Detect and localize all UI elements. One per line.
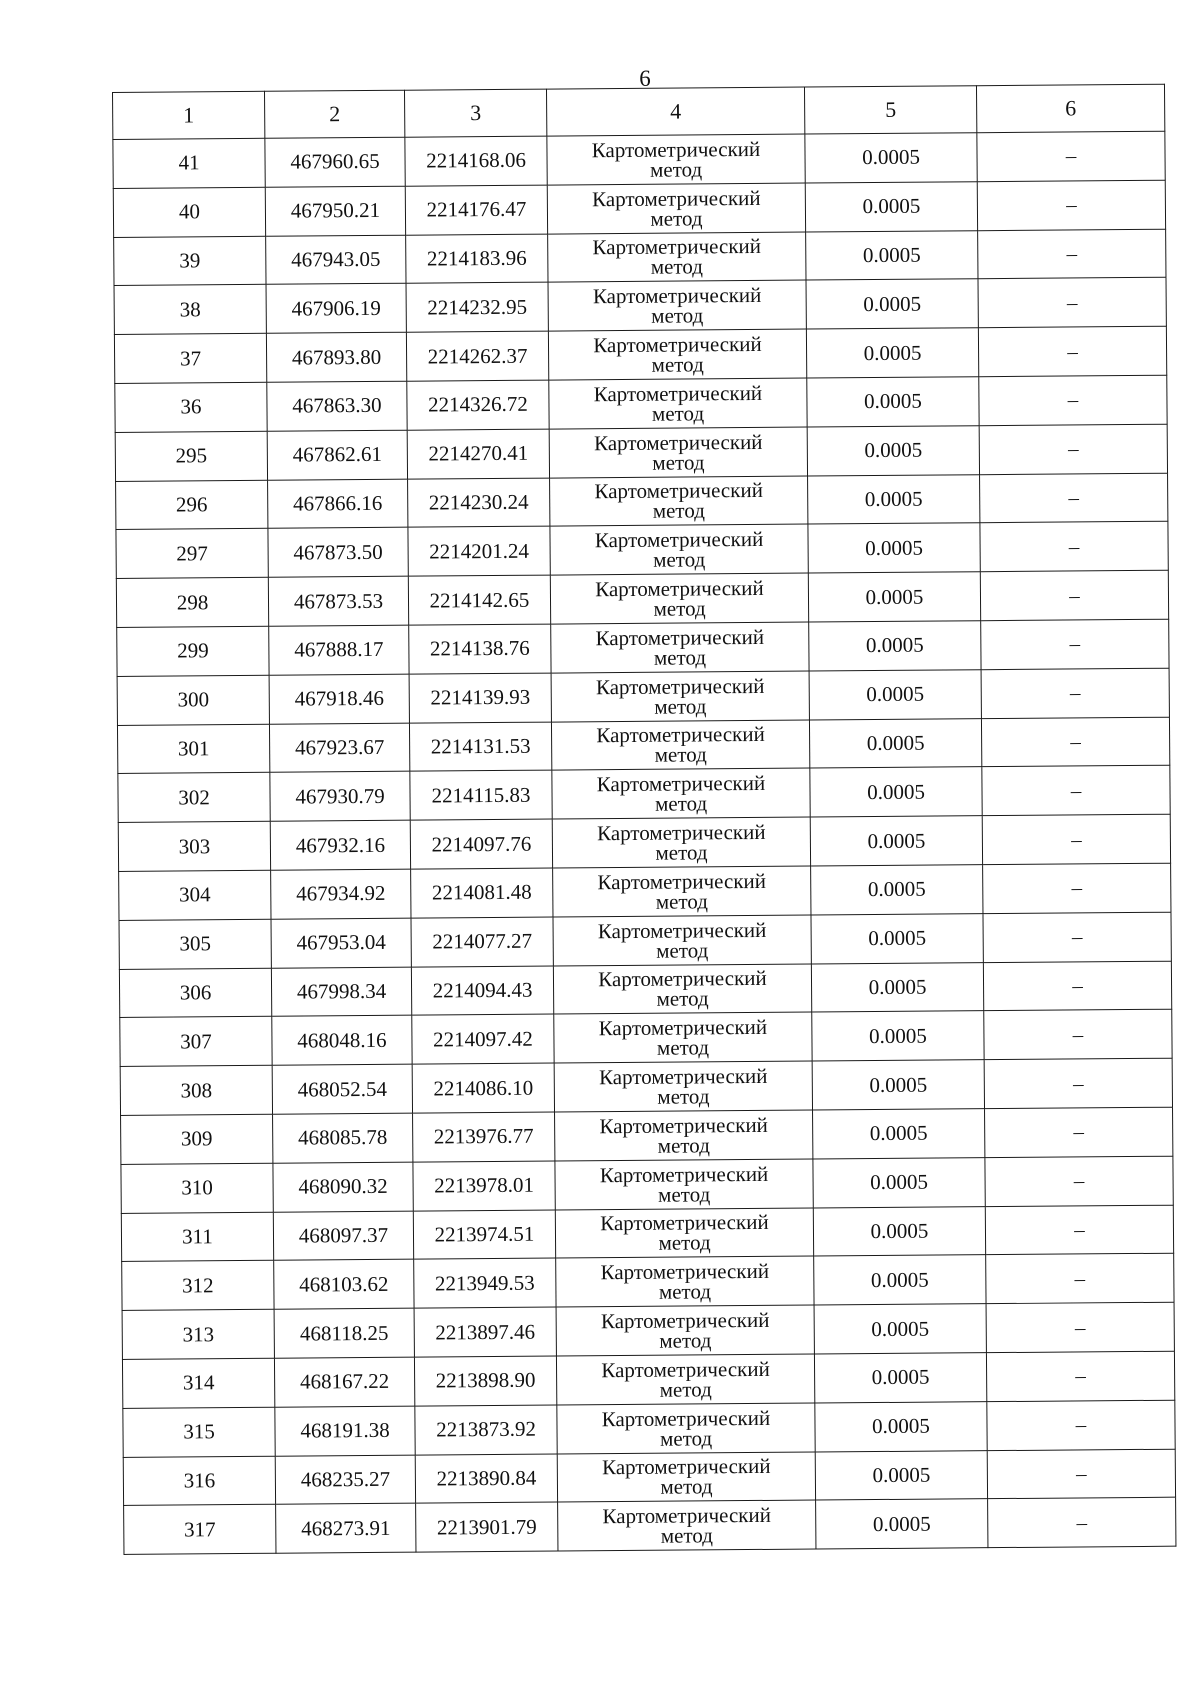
- description-cell: –: [987, 1400, 1175, 1450]
- method-label-line1: Картометрический: [594, 527, 764, 553]
- method-cell: [548, 232, 806, 283]
- method-cell: [552, 817, 810, 868]
- accuracy-cell: 0.0005: [815, 1401, 987, 1451]
- point-number-cell: 305: [119, 919, 271, 969]
- method-label-line2: метод: [654, 694, 707, 719]
- x-coordinate-cell: 467862.61: [267, 430, 407, 480]
- point-number-cell: 295: [115, 431, 267, 481]
- method-cell: [552, 768, 810, 819]
- method-label-line1: Картометрический: [597, 819, 766, 846]
- method-label-line1: Картометрический: [595, 673, 765, 699]
- accuracy-cell: 0.0005: [810, 767, 982, 817]
- method-label-line1: Картометрический: [592, 283, 762, 309]
- description-cell: –: [984, 1058, 1172, 1108]
- description-cell: –: [979, 424, 1167, 474]
- method-cell: [553, 866, 811, 917]
- method-cell: [548, 329, 806, 380]
- table-row: [117, 717, 1169, 774]
- method-label-line2: метод: [650, 206, 703, 231]
- table-row: [119, 863, 1171, 920]
- point-number-cell: 308: [120, 1065, 272, 1115]
- point-number-cell: 37: [114, 333, 266, 383]
- accuracy-cell: 0.0005: [810, 816, 982, 866]
- table-row: [115, 375, 1167, 432]
- method-label-line1: Картометрический: [597, 868, 767, 895]
- table-row: [113, 131, 1165, 188]
- point-number-cell: 307: [120, 1017, 272, 1067]
- accuracy-cell: 0.0005: [813, 1109, 985, 1159]
- method-cell: [548, 280, 806, 331]
- description-cell: –: [986, 1351, 1174, 1401]
- method-cell: [551, 622, 809, 673]
- accuracy-cell: 0.0005: [811, 913, 983, 963]
- table-row: [118, 814, 1170, 871]
- point-number-cell: 300: [117, 675, 269, 725]
- x-coordinate-cell: 468090.32: [273, 1162, 413, 1212]
- accuracy-cell: 0.0005: [809, 621, 981, 671]
- x-coordinate-cell: 468052.54: [272, 1064, 412, 1114]
- column-header: 2: [264, 90, 404, 138]
- point-number-cell: 302: [118, 773, 270, 823]
- description-cell: –: [983, 961, 1171, 1011]
- y-coordinate-cell: 2213976.77: [413, 1112, 555, 1162]
- accuracy-cell: 0.0005: [812, 1060, 984, 1110]
- table-row: [120, 1010, 1172, 1067]
- method-label-line1: Картометрический: [596, 722, 765, 748]
- accuracy-cell: 0.0005: [811, 962, 983, 1012]
- table-row: [114, 278, 1166, 335]
- point-number-cell: 41: [113, 138, 265, 188]
- accuracy-cell: 0.0005: [808, 523, 980, 573]
- y-coordinate-cell: 2214230.24: [408, 478, 550, 528]
- accuracy-cell: 0.0005: [806, 279, 978, 329]
- y-coordinate-cell: 2213898.90: [414, 1356, 556, 1406]
- point-number-cell: 306: [119, 968, 271, 1018]
- method-label-line2: метод: [657, 1084, 710, 1109]
- method-label-line2: метод: [660, 1523, 713, 1548]
- y-coordinate-cell: 2213949.53: [414, 1258, 556, 1308]
- y-coordinate-cell: 2214232.95: [406, 282, 548, 332]
- method-cell: [556, 1354, 814, 1405]
- method-label-line2: метод: [654, 791, 708, 817]
- method-label-line2: метод: [656, 937, 709, 963]
- y-coordinate-cell: 2214115.83: [410, 770, 552, 820]
- y-coordinate-cell: 2214176.47: [405, 185, 547, 235]
- page-number: 6: [639, 66, 651, 91]
- table-row: [123, 1400, 1175, 1457]
- description-cell: –: [985, 1156, 1173, 1206]
- point-number-cell: 309: [121, 1114, 273, 1164]
- table-row: [121, 1107, 1173, 1164]
- y-coordinate-cell: 2214201.24: [408, 526, 550, 576]
- table-row: [117, 619, 1169, 676]
- description-cell: –: [981, 619, 1169, 669]
- method-cell: [553, 964, 811, 1015]
- y-coordinate-cell: 2214168.06: [405, 136, 547, 186]
- accuracy-cell: 0.0005: [815, 1450, 987, 1500]
- method-cell: [547, 183, 805, 234]
- method-label-line2: метод: [656, 1035, 710, 1060]
- x-coordinate-cell: 467866.16: [268, 479, 408, 529]
- point-number-cell: 304: [119, 870, 271, 920]
- x-coordinate-cell: 468085.78: [273, 1113, 413, 1163]
- header-row: [113, 84, 1165, 139]
- description-cell: –: [987, 1449, 1175, 1499]
- y-coordinate-cell: 2213897.46: [414, 1307, 556, 1357]
- x-coordinate-cell: 467953.04: [271, 918, 411, 968]
- method-label-line1: Картометрический: [593, 331, 762, 358]
- point-number-cell: 39: [114, 236, 266, 286]
- method-label-line2: метод: [651, 401, 705, 426]
- method-cell: [550, 524, 808, 575]
- method-label-line2: метод: [653, 547, 706, 573]
- method-label-line2: метод: [659, 1425, 713, 1451]
- y-coordinate-cell: 2214097.42: [412, 1014, 554, 1064]
- method-cell: [557, 1452, 815, 1503]
- method-cell: [555, 1159, 813, 1210]
- accuracy-cell: 0.0005: [805, 182, 977, 232]
- method-label-line1: Картометрический: [600, 1307, 770, 1334]
- y-coordinate-cell: 2214138.76: [409, 624, 551, 674]
- method-cell: [558, 1500, 816, 1551]
- y-coordinate-cell: 2214077.27: [411, 917, 553, 967]
- y-coordinate-cell: 2213978.01: [413, 1161, 555, 1211]
- y-coordinate-cell: 2214139.93: [409, 673, 551, 723]
- point-number-cell: 297: [116, 529, 268, 579]
- method-label-line1: Картометрический: [600, 1210, 769, 1236]
- method-label-line2: метод: [658, 1181, 711, 1207]
- method-label-line2: метод: [659, 1328, 712, 1353]
- x-coordinate-cell: 467863.30: [267, 381, 407, 431]
- method-label-line1: Картометрический: [597, 917, 767, 943]
- x-coordinate-cell: 467932.16: [270, 820, 410, 870]
- x-coordinate-cell: 468103.62: [274, 1259, 414, 1309]
- point-number-cell: 301: [117, 724, 269, 774]
- method-cell: [555, 1110, 813, 1161]
- accuracy-cell: 0.0005: [816, 1499, 988, 1549]
- table-row: [122, 1302, 1174, 1359]
- x-coordinate-cell: 467888.17: [269, 625, 409, 675]
- column-header: 6: [976, 84, 1164, 132]
- table-row: [114, 326, 1166, 383]
- description-cell: –: [988, 1498, 1176, 1548]
- description-cell: –: [977, 131, 1165, 181]
- method-cell: [556, 1256, 814, 1307]
- y-coordinate-cell: 2213974.51: [413, 1210, 555, 1260]
- column-header: 4: [546, 87, 804, 136]
- method-cell: [555, 1208, 813, 1259]
- description-cell: –: [982, 766, 1170, 816]
- y-coordinate-cell: 2213890.84: [415, 1454, 557, 1504]
- description-cell: –: [986, 1302, 1174, 1352]
- table-body: [113, 131, 1176, 1554]
- method-label-line1: Картометрический: [599, 1112, 768, 1139]
- accuracy-cell: 0.0005: [809, 718, 981, 768]
- x-coordinate-cell: 468235.27: [275, 1455, 415, 1505]
- x-coordinate-cell: 467960.65: [265, 137, 405, 187]
- x-coordinate-cell: 467930.79: [270, 772, 410, 822]
- method-label-line1: Картометрический: [593, 429, 763, 455]
- method-label-line1: Картометрический: [594, 478, 763, 504]
- x-coordinate-cell: 467873.53: [268, 576, 408, 626]
- y-coordinate-cell: 2214081.48: [411, 868, 553, 918]
- method-label-line1: Картометрический: [601, 1356, 770, 1383]
- table-row: [122, 1351, 1174, 1408]
- method-label-line1: Картометрический: [596, 771, 766, 797]
- accuracy-cell: 0.0005: [814, 1304, 986, 1354]
- y-coordinate-cell: 2214270.41: [407, 429, 549, 479]
- x-coordinate-cell: 468273.91: [276, 1503, 416, 1553]
- description-cell: –: [980, 570, 1168, 620]
- method-cell: [551, 720, 809, 771]
- method-label-line1: Картометрический: [598, 966, 767, 992]
- method-cell: [553, 915, 811, 966]
- table-row: [119, 912, 1171, 969]
- point-number-cell: 298: [116, 577, 268, 627]
- method-cell: [554, 1012, 812, 1063]
- description-cell: –: [978, 326, 1166, 376]
- point-number-cell: 312: [122, 1261, 274, 1311]
- accuracy-cell: 0.0005: [814, 1353, 986, 1403]
- x-coordinate-cell: 467893.80: [266, 332, 406, 382]
- method-label-line2: метод: [651, 303, 704, 329]
- accuracy-cell: 0.0005: [812, 1011, 984, 1061]
- point-number-cell: 40: [113, 187, 265, 237]
- method-label-line1: Картометрический: [601, 1405, 771, 1431]
- method-label-line2: метод: [652, 498, 705, 524]
- method-label-line2: метод: [655, 889, 709, 914]
- accuracy-cell: 0.0005: [808, 572, 980, 622]
- coordinates-sheet: [112, 84, 1175, 1555]
- method-label-line2: метод: [653, 596, 706, 621]
- table-row: [121, 1156, 1173, 1213]
- x-coordinate-cell: 468118.25: [274, 1308, 414, 1358]
- y-coordinate-cell: 2214094.43: [411, 966, 553, 1016]
- y-coordinate-cell: 2213901.79: [416, 1502, 558, 1552]
- accuracy-cell: 0.0005: [807, 425, 979, 475]
- accuracy-cell: 0.0005: [808, 474, 980, 524]
- point-number-cell: 303: [118, 821, 270, 871]
- method-label-line2: метод: [659, 1377, 712, 1402]
- method-label-line1: Картометрический: [591, 136, 761, 163]
- table-row: [113, 180, 1165, 237]
- method-label-line2: метод: [658, 1279, 712, 1304]
- method-label-line2: метод: [656, 986, 709, 1012]
- point-number-cell: 314: [122, 1358, 274, 1408]
- x-coordinate-cell: 468191.38: [275, 1406, 415, 1456]
- description-cell: –: [978, 229, 1166, 279]
- x-coordinate-cell: 467934.92: [271, 869, 411, 919]
- method-label-line1: Картометрический: [595, 575, 764, 602]
- method-label-line2: метод: [654, 742, 707, 768]
- x-coordinate-cell: 467918.46: [269, 674, 409, 724]
- point-number-cell: 316: [123, 1456, 275, 1506]
- description-cell: –: [985, 1205, 1173, 1255]
- y-coordinate-cell: 2214262.37: [406, 331, 548, 381]
- table-row: [117, 668, 1169, 725]
- x-coordinate-cell: 468097.37: [273, 1211, 413, 1261]
- method-cell: [550, 476, 808, 527]
- x-coordinate-cell: 467873.50: [268, 528, 408, 578]
- table-row: [121, 1205, 1173, 1262]
- table-row: [116, 522, 1168, 579]
- accuracy-cell: 0.0005: [809, 669, 981, 719]
- method-cell: [557, 1403, 815, 1454]
- accuracy-cell: 0.0005: [813, 1157, 985, 1207]
- point-number-cell: 311: [121, 1212, 273, 1262]
- description-cell: –: [984, 1010, 1172, 1060]
- x-coordinate-cell: 467923.67: [269, 723, 409, 773]
- method-label-line1: Картометрический: [592, 234, 762, 260]
- method-label-line2: метод: [660, 1474, 713, 1500]
- description-cell: –: [978, 278, 1166, 328]
- x-coordinate-cell: 467998.34: [271, 967, 411, 1017]
- table-row: [124, 1498, 1176, 1555]
- y-coordinate-cell: 2214183.96: [406, 234, 548, 284]
- description-cell: –: [986, 1254, 1174, 1304]
- point-number-cell: 317: [124, 1505, 276, 1555]
- y-coordinate-cell: 2213873.92: [415, 1405, 557, 1455]
- method-label-line1: Картометрический: [593, 380, 763, 407]
- method-label-line1: Картометрический: [598, 1063, 768, 1090]
- description-cell: –: [985, 1107, 1173, 1157]
- point-number-cell: 313: [122, 1309, 274, 1359]
- accuracy-cell: 0.0005: [813, 1206, 985, 1256]
- description-cell: –: [980, 522, 1168, 572]
- table-row: [118, 766, 1170, 823]
- description-cell: –: [983, 912, 1171, 962]
- table-row: [116, 570, 1168, 627]
- method-cell: [549, 378, 807, 429]
- table-row: [119, 961, 1171, 1018]
- column-header: 3: [404, 89, 546, 137]
- x-coordinate-cell: 468048.16: [272, 1016, 412, 1066]
- method-cell: [551, 671, 809, 722]
- y-coordinate-cell: 2214142.65: [408, 575, 550, 625]
- method-label-line2: метод: [657, 1133, 710, 1158]
- description-cell: –: [977, 180, 1165, 230]
- method-cell: [549, 427, 807, 478]
- point-number-cell: 36: [115, 382, 267, 432]
- method-label-line2: метод: [650, 254, 704, 280]
- column-header: 5: [804, 86, 976, 134]
- column-header: 1: [113, 91, 265, 139]
- method-cell: [547, 134, 805, 185]
- method-label-line2: метод: [653, 645, 707, 670]
- method-label-line1: Картометрический: [602, 1503, 772, 1529]
- method-cell: [550, 573, 808, 624]
- method-label-line1: Картометрический: [599, 1161, 769, 1187]
- y-coordinate-cell: 2214086.10: [412, 1063, 554, 1113]
- accuracy-cell: 0.0005: [806, 328, 978, 378]
- coordinates-table: [112, 84, 1176, 1555]
- method-label-line2: метод: [655, 840, 708, 865]
- point-number-cell: 310: [121, 1163, 273, 1213]
- y-coordinate-cell: 2214131.53: [409, 722, 551, 772]
- table-row: [116, 473, 1168, 530]
- method-label-line1: Картометрический: [595, 624, 765, 651]
- x-coordinate-cell: 467906.19: [266, 284, 406, 334]
- method-cell: [556, 1305, 814, 1356]
- x-coordinate-cell: 468167.22: [274, 1357, 414, 1407]
- description-cell: –: [979, 375, 1167, 425]
- accuracy-cell: 0.0005: [814, 1255, 986, 1305]
- method-label-line1: Картометрический: [592, 185, 761, 211]
- y-coordinate-cell: 2214326.72: [407, 380, 549, 430]
- accuracy-cell: 0.0005: [811, 865, 983, 915]
- accuracy-cell: 0.0005: [806, 230, 978, 280]
- x-coordinate-cell: 467950.21: [265, 186, 405, 236]
- description-cell: –: [981, 668, 1169, 718]
- description-cell: –: [982, 814, 1170, 864]
- method-label-line1: Картометрический: [601, 1454, 771, 1480]
- description-cell: –: [983, 863, 1171, 913]
- table-row: [120, 1058, 1172, 1115]
- method-label-line1: Картометрический: [600, 1259, 770, 1285]
- method-label-line1: Картометрический: [598, 1015, 768, 1041]
- accuracy-cell: 0.0005: [807, 377, 979, 427]
- method-label-line2: метод: [652, 450, 705, 475]
- point-number-cell: 299: [117, 626, 269, 676]
- accuracy-cell: 0.0005: [805, 133, 977, 183]
- point-number-cell: 38: [114, 285, 266, 335]
- table-row: [123, 1449, 1175, 1506]
- description-cell: –: [981, 717, 1169, 767]
- table-row: [122, 1254, 1174, 1311]
- method-label-line2: метод: [658, 1230, 711, 1256]
- point-number-cell: 315: [123, 1407, 275, 1457]
- method-label-line2: метод: [649, 157, 703, 182]
- y-coordinate-cell: 2214097.76: [410, 819, 552, 869]
- method-cell: [554, 1061, 812, 1112]
- method-label-line2: метод: [651, 352, 704, 377]
- table-row: [115, 424, 1167, 481]
- description-cell: –: [980, 473, 1168, 523]
- point-number-cell: 296: [116, 480, 268, 530]
- x-coordinate-cell: 467943.05: [266, 235, 406, 285]
- table-row: [114, 229, 1166, 286]
